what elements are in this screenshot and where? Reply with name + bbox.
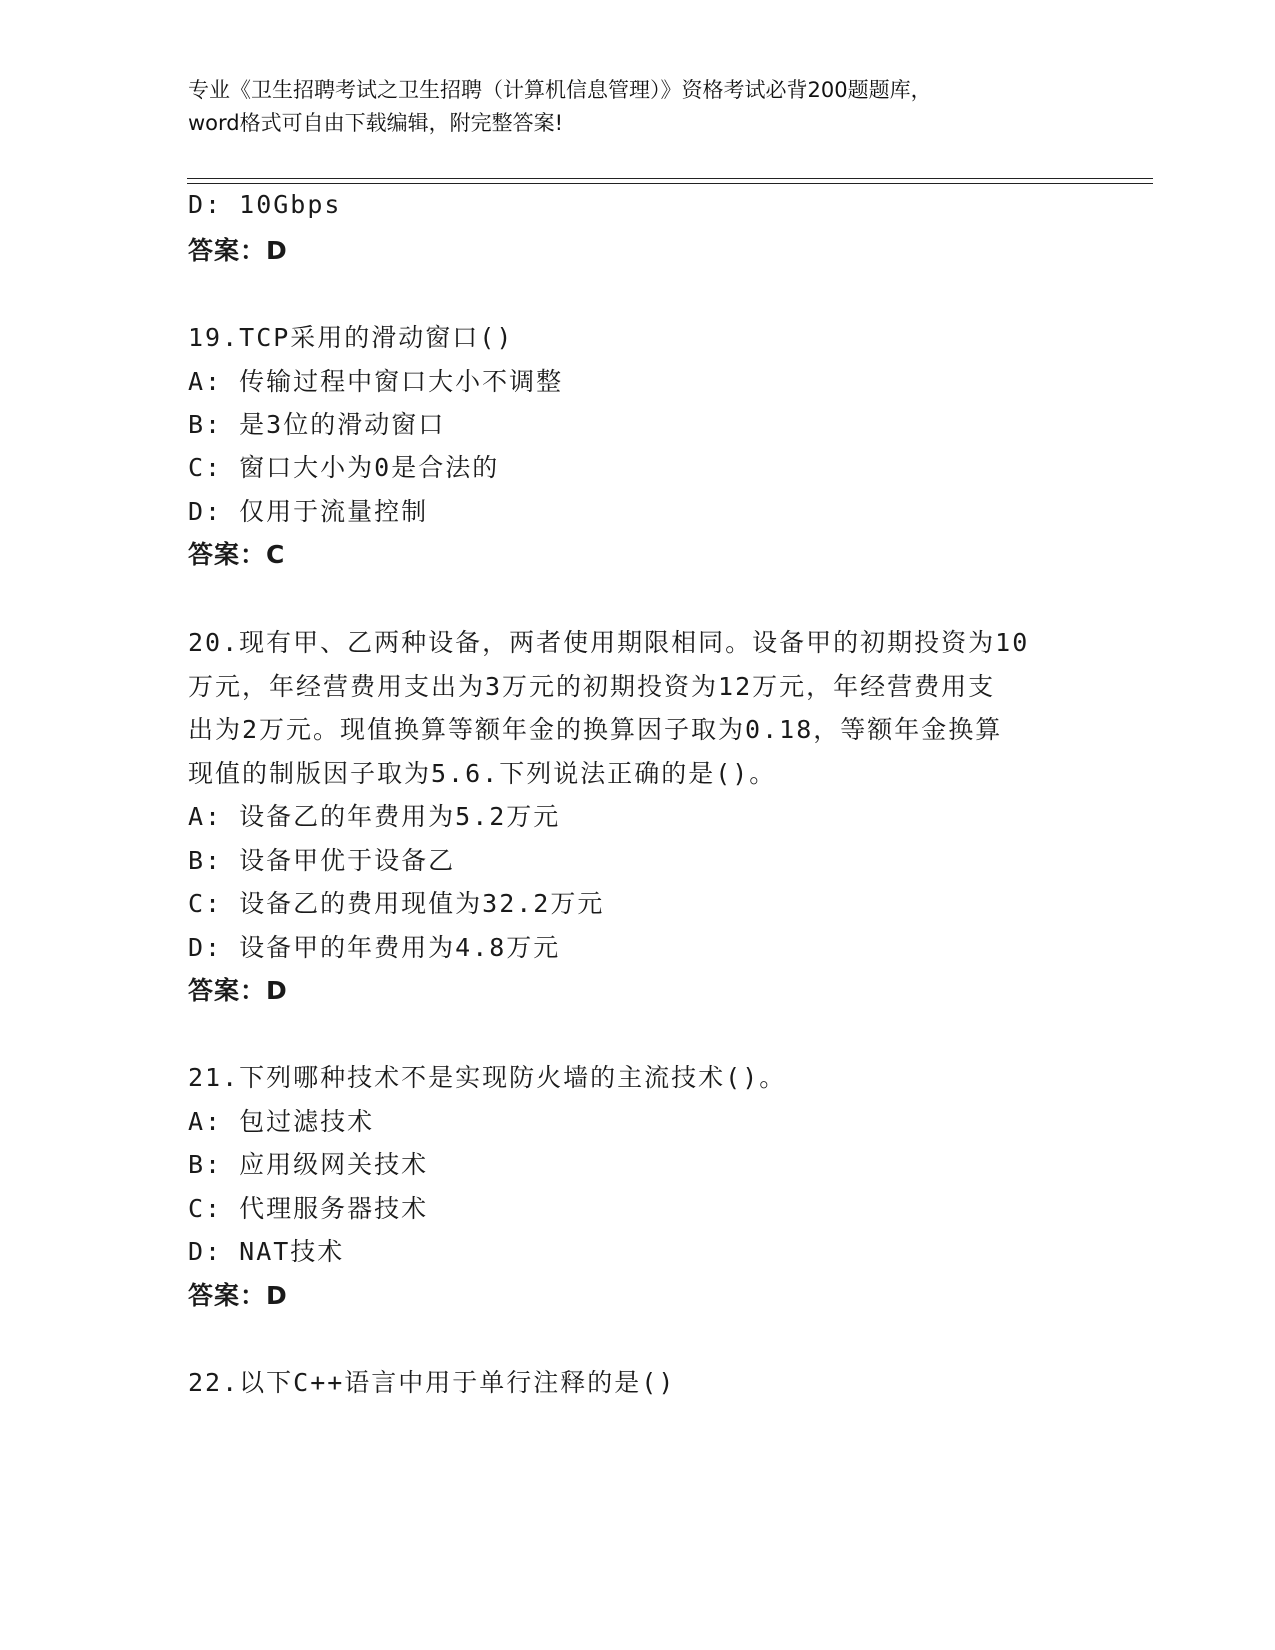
q19-stem: 19.TCP采用的滑动窗口() (188, 323, 514, 352)
q21-option-a: A: 包过滤技术 (188, 1107, 375, 1136)
q22-stem: 22.以下C++语言中用于单行注释的是() (188, 1368, 676, 1397)
q20-option-d: D: 设备甲的年费用为4.8万元 (188, 933, 561, 962)
q19-option-b: B: 是3位的滑动窗口 (188, 410, 446, 439)
q21-option-c: C: 代理服务器技术 (188, 1194, 429, 1223)
q19-option-c: C: 窗口大小为0是合法的 (188, 453, 500, 482)
header-divider-bottom (187, 183, 1153, 184)
header-divider-top (187, 178, 1153, 179)
header-title-line-1: 专业《卫生招聘考试之卫生招聘（计算机信息管理）》资格考试必背200题题库， (188, 78, 932, 102)
page-header (188, 74, 1088, 140)
q21-option-b: B: 应用级网关技术 (188, 1150, 429, 1179)
prev-answer: 答案：D (188, 236, 288, 265)
q21-answer: 答案：D (188, 1281, 288, 1310)
q19-option-d: D: 仅用于流量控制 (188, 497, 429, 526)
header-title-line-2: word格式可自由下载编辑，附完整答案! (188, 111, 564, 135)
q19-answer: 答案：C (188, 540, 286, 569)
q20-stem-line-4: 现值的制版因子取为5.6.下列说法正确的是()。 (188, 759, 777, 788)
q20-stem-line-3: 出为2万元。现值换算等额年金的换算因子取为0.18，等额年金换算 (188, 715, 1003, 744)
q21-option-d: D: NAT技术 (188, 1237, 345, 1266)
q20-option-a: A: 设备乙的年费用为5.2万元 (188, 802, 561, 831)
q20-stem-line-1: 20.现有甲、乙两种设备，两者使用期限相同。设备甲的初期投资为10 (188, 628, 1030, 657)
q20-option-b: B: 设备甲优于设备乙 (188, 846, 456, 875)
q20-option-c: C: 设备乙的费用现值为32.2万元 (188, 889, 605, 918)
q20-stem-line-2: 万元，年经营费用支出为3万元的初期投资为12万元，年经营费用支 (188, 672, 996, 701)
q21-stem: 21.下列哪种技术不是实现防火墙的主流技术()。 (188, 1063, 787, 1092)
prev-option-d: D: 10Gbps (188, 190, 342, 219)
q19-option-a: A: 传输过程中窗口大小不调整 (188, 367, 564, 396)
q20-answer: 答案：D (188, 976, 288, 1005)
